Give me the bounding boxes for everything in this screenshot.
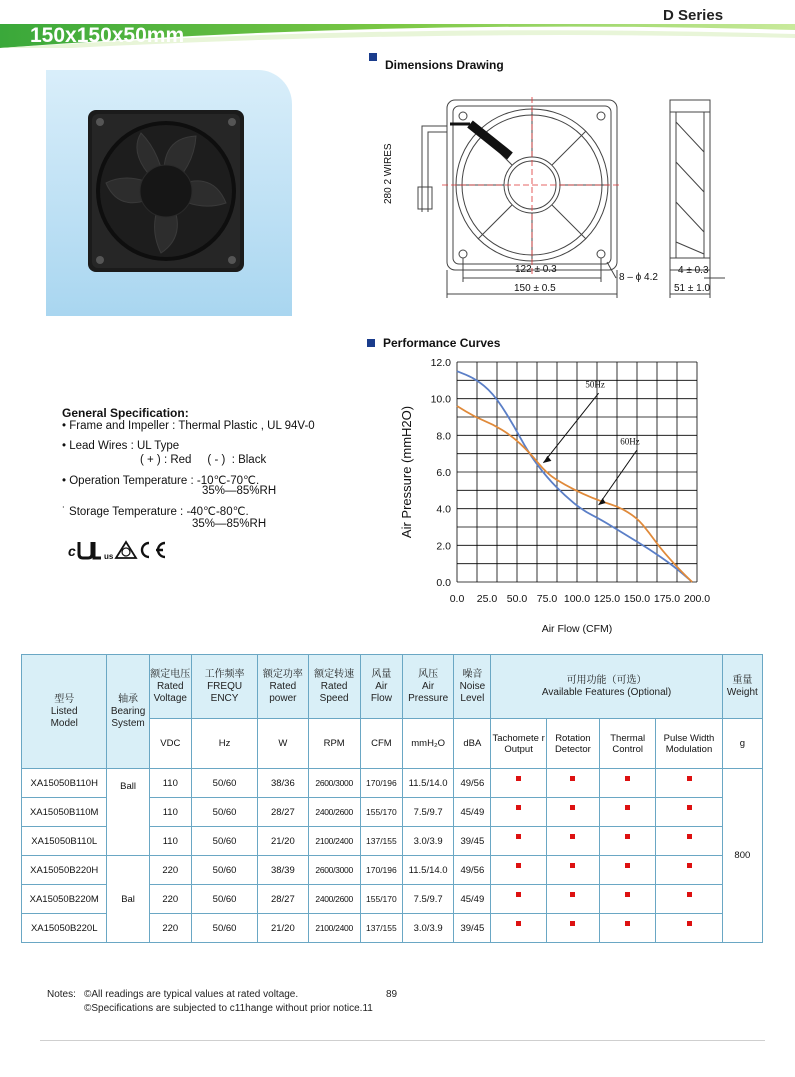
- feature-available-icon: [687, 776, 692, 781]
- pressure-cell: 11.5/14.0: [403, 856, 454, 885]
- th-model: 型号 Listed Model: [22, 655, 107, 769]
- spec-frame: • Frame and Impeller : Thermal Plastic , UL 94V-0: [62, 420, 315, 432]
- feature-mark-cell: [546, 885, 599, 914]
- feature-available-icon: [625, 776, 630, 781]
- dim-150-label: 150 ± 0.5: [514, 283, 556, 294]
- noise-cell: 39/45: [454, 827, 491, 856]
- th-power: 额定功率 Rated power: [258, 655, 308, 719]
- feature-mark-cell: [656, 769, 722, 798]
- frequency-cell: 50/60: [191, 885, 257, 914]
- x-tick-label: 175.0: [653, 593, 681, 605]
- frequency-cell: 50/60: [191, 798, 257, 827]
- feature-mark-cell: [491, 769, 546, 798]
- annotation-60hz: 60Hz: [620, 436, 640, 447]
- unit-g: g: [722, 719, 762, 769]
- noise-cell: 49/56: [454, 856, 491, 885]
- y-tick-label: 2.0: [436, 540, 451, 553]
- feature-mark-cell: [656, 827, 722, 856]
- dim-4-label: 4 ± 0.3: [678, 265, 709, 276]
- feature-mark-cell: [546, 798, 599, 827]
- power-cell: 21/20: [258, 914, 308, 943]
- feature-mark-cell: [600, 914, 656, 943]
- unit-dba: dBA: [454, 719, 491, 769]
- x-tick-label: 25.0: [476, 593, 498, 605]
- weight-cell: 800: [722, 769, 762, 943]
- feature-available-icon: [625, 863, 630, 868]
- speed-cell: 2400/2600: [308, 798, 360, 827]
- spec-storage-humidity: 35%—85%RH: [192, 518, 267, 530]
- spec-op-temp: • Operation Temperature : -10℃-70℃.: [62, 475, 260, 487]
- th-noise: 噪音 Noise Level: [454, 655, 491, 719]
- th-airflow: 风量 Air Flow: [360, 655, 402, 719]
- feature-available-icon: [516, 921, 521, 926]
- feature-available-icon: [625, 805, 630, 810]
- y-axis-label: Air Pressure (mmH2O): [399, 405, 414, 539]
- model-cell: XA15050B220L: [22, 914, 107, 943]
- speed-cell: 2100/2400: [308, 827, 360, 856]
- voltage-cell: 110: [149, 798, 191, 827]
- section-marker: [369, 53, 377, 61]
- annotation-arrow-50hz: [543, 393, 598, 463]
- pressure-cell: 7.5/9.7: [403, 798, 454, 827]
- feature-available-icon: [687, 834, 692, 839]
- feature-thermal-control: Thermal Control: [600, 719, 656, 769]
- noise-cell: 49/56: [454, 769, 491, 798]
- power-cell: 38/39: [258, 856, 308, 885]
- model-cell: XA15050B110M: [22, 798, 107, 827]
- pressure-cell: 3.0/3.9: [403, 827, 454, 856]
- spec-lead-colors: ( + ) : Red ( - ) : Black: [140, 454, 267, 466]
- unit-mmh2o: mmH₂O: [403, 719, 454, 769]
- x-tick-label: 50.0: [506, 593, 528, 605]
- noise-cell: 45/49: [454, 885, 491, 914]
- th-frequency: 工作频率 FREQU ENCY: [191, 655, 257, 719]
- bottom-divider: [40, 1040, 765, 1041]
- dimensions-heading: Dimensions Drawing: [385, 58, 504, 72]
- arrowhead-icon: [543, 456, 551, 463]
- feature-available-icon: [516, 892, 521, 897]
- bearing-cell: Bal: [107, 856, 149, 943]
- annotation-arrow-60hz: [599, 450, 637, 505]
- feature-mark-cell: [491, 827, 546, 856]
- airflow-cell: 170/196: [360, 856, 402, 885]
- feature-available-icon: [516, 805, 521, 810]
- feature-mark-cell: [491, 798, 546, 827]
- feature-pwm: Pulse Width Modulation: [656, 719, 722, 769]
- voltage-cell: 110: [149, 827, 191, 856]
- series-label: D Series: [663, 7, 724, 24]
- frequency-cell: 50/60: [191, 856, 257, 885]
- page-number: 89: [386, 989, 398, 1000]
- model-cell: XA15050B110L: [22, 827, 107, 856]
- x-tick-label: 200.0: [683, 593, 711, 605]
- feature-mark-cell: [600, 856, 656, 885]
- noise-cell: 45/49: [454, 798, 491, 827]
- frequency-cell: 50/60: [191, 827, 257, 856]
- svg-text:us: us: [104, 552, 114, 561]
- y-tick-label: 10.0: [430, 393, 451, 406]
- model-cell: XA15050B110H: [22, 769, 107, 798]
- x-tick-label: 100.0: [563, 593, 591, 605]
- model-cell: XA15050B220H: [22, 856, 107, 885]
- svg-text:c: c: [68, 543, 76, 559]
- table-row: [22, 856, 763, 885]
- unit-hz: Hz: [191, 719, 257, 769]
- feature-available-icon: [625, 921, 630, 926]
- th-voltage: 额定电压 Rated Voltage: [149, 655, 191, 719]
- page-title: 150x150x50mm: [30, 24, 185, 47]
- spec-frame-text: Frame and Impeller : Thermal Plastic , UL 94V-0: [69, 420, 315, 432]
- noise-cell: 39/45: [454, 914, 491, 943]
- notes-label: Notes:: [47, 989, 76, 1000]
- x-tick-label: 150.0: [623, 593, 651, 605]
- feature-available-icon: [687, 805, 692, 810]
- spec-lead-wires: • Lead Wires : UL Type: [62, 440, 180, 452]
- power-cell: 38/36: [258, 769, 308, 798]
- feature-mark-cell: [656, 914, 722, 943]
- dim-122-label: 122 ± 0.3: [515, 264, 557, 275]
- feature-mark-cell: [656, 856, 722, 885]
- y-tick-label: 4.0: [436, 503, 451, 516]
- spec-storage-temp-text: Storage Temperature : -40℃-80℃.: [69, 506, 249, 518]
- voltage-cell: 220: [149, 914, 191, 943]
- feature-rotation-detector: Rotation Detector: [546, 719, 599, 769]
- airflow-cell: 155/170: [360, 798, 402, 827]
- y-tick-label: 6.0: [436, 467, 451, 479]
- feature-available-icon: [570, 892, 575, 897]
- airflow-cell: 137/155: [360, 914, 402, 943]
- spec-op-temp-text: Operation Temperature : -10℃-70℃.: [69, 475, 260, 487]
- feature-available-icon: [570, 863, 575, 868]
- unit-w: W: [258, 719, 308, 769]
- section-marker: [367, 339, 375, 347]
- feature-available-icon: [625, 834, 630, 839]
- feature-available-icon: [516, 776, 521, 781]
- feature-mark-cell: [600, 769, 656, 798]
- annotation-50hz: 50Hz: [585, 379, 605, 390]
- performance-chart: [395, 352, 725, 642]
- feature-available-icon: [516, 863, 521, 868]
- power-cell: 21/20: [258, 827, 308, 856]
- spec-storage-temp: ˙ Storage Temperature : -40℃-80℃.: [62, 506, 249, 518]
- dim-holes-label: 8 – ϕ 4.2: [619, 272, 658, 283]
- feature-mark-cell: [656, 798, 722, 827]
- feature-mark-cell: [600, 798, 656, 827]
- notes-line-2: ©Specifications are subjected to c11hange without prior notice.11: [84, 1003, 373, 1014]
- feature-available-icon: [570, 805, 575, 810]
- feature-mark-cell: [600, 827, 656, 856]
- x-tick-label: 0.0: [449, 593, 465, 605]
- feature-tachometer: Tachomete r Output: [491, 719, 546, 769]
- feature-available-icon: [687, 892, 692, 897]
- th-features: 可用功能（可选） Available Features (Optional): [491, 655, 722, 719]
- feature-mark-cell: [600, 885, 656, 914]
- feature-mark-cell: [656, 885, 722, 914]
- dim-51-label: 51 ± 1.0: [674, 283, 711, 294]
- voltage-cell: 220: [149, 856, 191, 885]
- x-tick-label: 75.0: [536, 593, 558, 605]
- feature-available-icon: [516, 834, 521, 839]
- bearing-cell: Ball: [107, 769, 149, 856]
- feature-mark-cell: [546, 769, 599, 798]
- y-tick-label: 0.0: [436, 577, 451, 589]
- spec-op-humidity: 35%—85%RH: [202, 485, 277, 497]
- model-cell: XA15050B220M: [22, 885, 107, 914]
- feature-mark-cell: [491, 856, 546, 885]
- th-weight: 重量 Weight: [722, 655, 762, 719]
- voltage-cell: 220: [149, 885, 191, 914]
- fan-product-image: [86, 108, 246, 274]
- frequency-cell: 50/60: [191, 769, 257, 798]
- airflow-cell: 137/155: [360, 827, 402, 856]
- feature-mark-cell: [546, 827, 599, 856]
- speed-cell: 2100/2400: [308, 914, 360, 943]
- power-cell: 28/27: [258, 798, 308, 827]
- unit-cfm: CFM: [360, 719, 402, 769]
- feature-mark-cell: [491, 914, 546, 943]
- feature-available-icon: [687, 921, 692, 926]
- speed-cell: 2400/2600: [308, 885, 360, 914]
- feature-mark-cell: [491, 885, 546, 914]
- feature-mark-cell: [546, 856, 599, 885]
- feature-mark-cell: [546, 914, 599, 943]
- power-cell: 28/27: [258, 885, 308, 914]
- x-axis-label: Air Flow (CFM): [541, 623, 613, 635]
- feature-available-icon: [570, 834, 575, 839]
- feature-available-icon: [570, 921, 575, 926]
- airflow-cell: 155/170: [360, 885, 402, 914]
- spec-table: [21, 654, 763, 943]
- feature-available-icon: [625, 892, 630, 897]
- th-bearing: 轴承 Bearing System: [107, 655, 149, 769]
- table-row: [22, 769, 763, 798]
- speed-cell: 2600/3000: [308, 856, 360, 885]
- frequency-cell: 50/60: [191, 914, 257, 943]
- spec-title: General Specification:: [62, 406, 189, 420]
- y-tick-label: 8.0: [436, 430, 451, 443]
- airflow-cell: 170/196: [360, 769, 402, 798]
- pressure-cell: 11.5/14.0: [403, 769, 454, 798]
- wires-label: 280 2 WIRES: [383, 143, 394, 204]
- performance-heading: Performance Curves: [383, 336, 501, 350]
- y-tick-label: 12.0: [430, 357, 451, 369]
- notes-line-1: ©All readings are typical values at rated voltage.: [84, 989, 299, 1000]
- feature-available-icon: [570, 776, 575, 781]
- voltage-cell: 110: [149, 769, 191, 798]
- unit-vdc: VDC: [149, 719, 191, 769]
- spec-lead-wires-text: Lead Wires : UL Type: [69, 440, 180, 452]
- unit-rpm: RPM: [308, 719, 360, 769]
- th-pressure: 风压 Air Pressure: [403, 655, 454, 719]
- x-tick-label: 125.0: [593, 593, 621, 605]
- pressure-cell: 3.0/3.9: [403, 914, 454, 943]
- pressure-cell: 7.5/9.7: [403, 885, 454, 914]
- certification-logos: [66, 538, 186, 562]
- th-speed: 额定转速 Rated Speed: [308, 655, 360, 719]
- feature-available-icon: [687, 863, 692, 868]
- speed-cell: 2600/3000: [308, 769, 360, 798]
